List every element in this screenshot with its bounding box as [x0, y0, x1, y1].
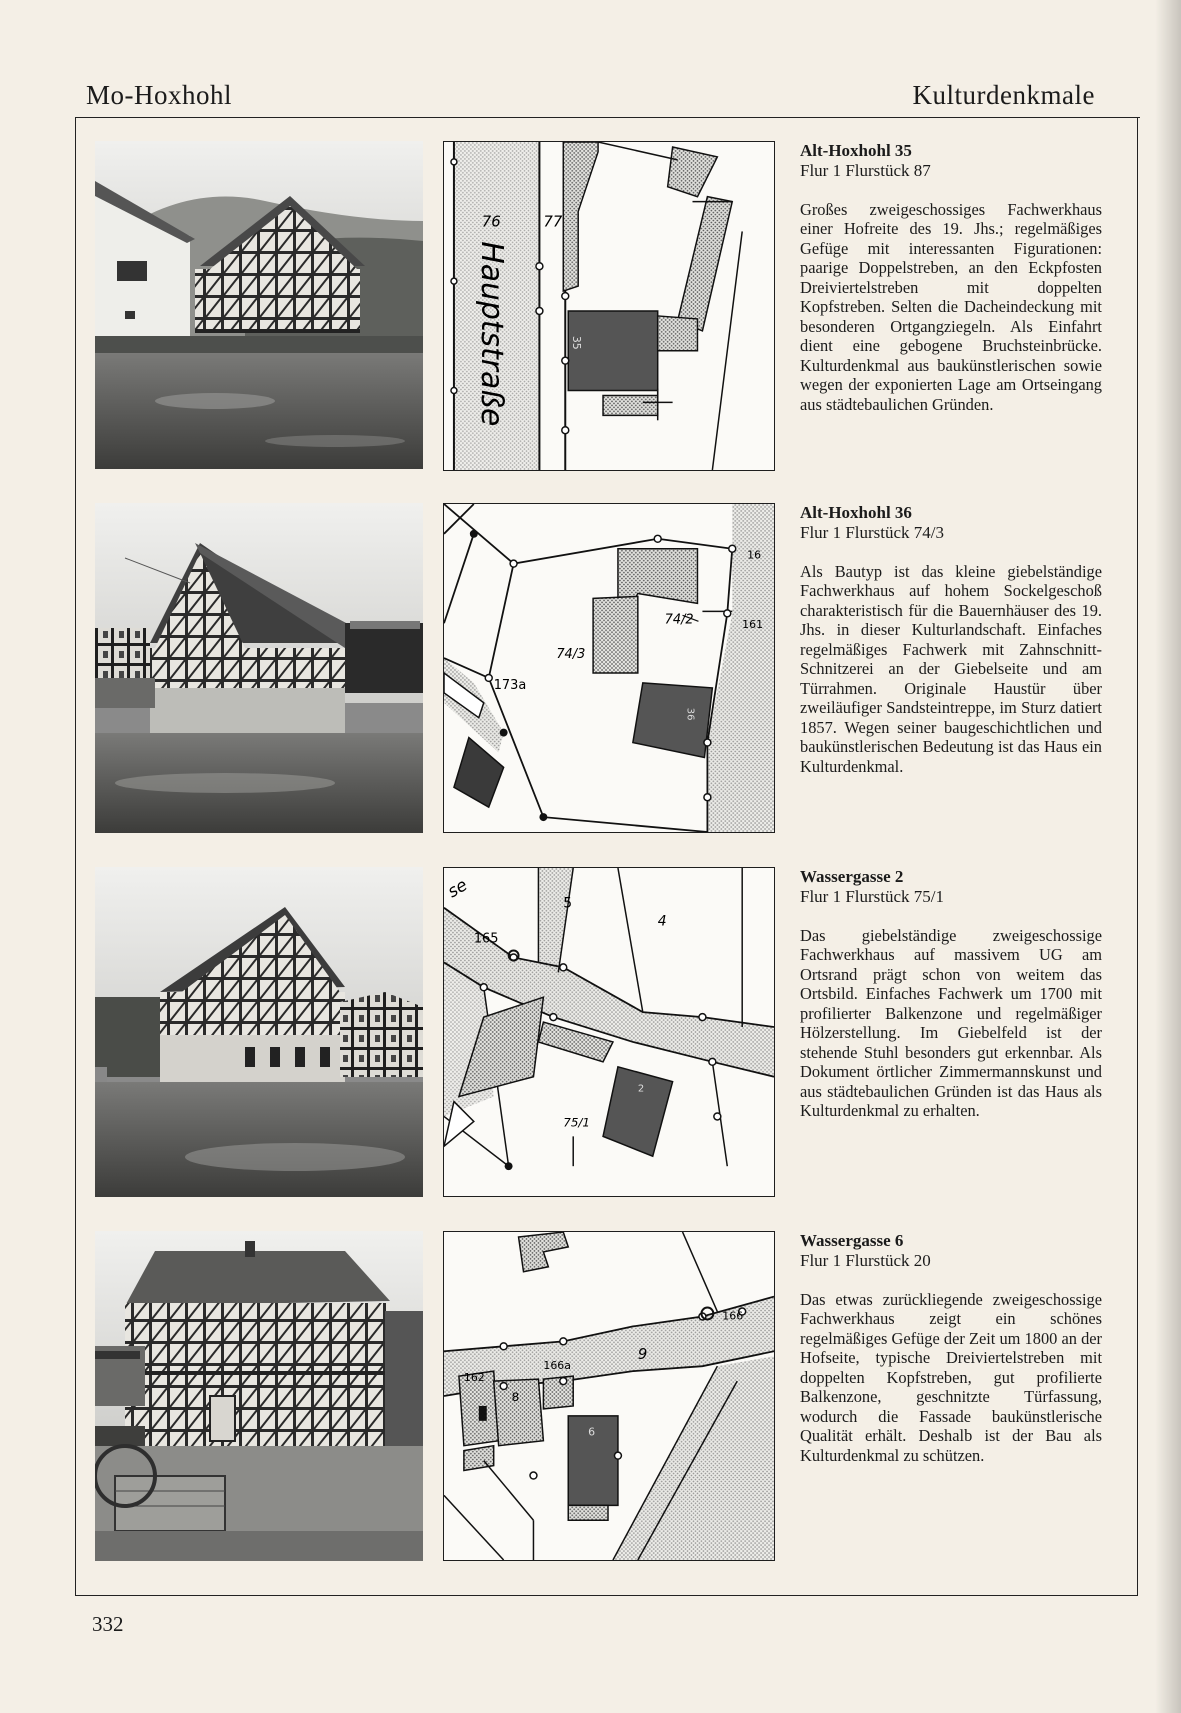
- entry-description: Als Bautyp ist das kleine giebelständige Fachwerkhaus auf hohem Sockelgeschoß charakteristisch für die Bauernhäuser des 19. Jhs. in dieser Kulturlandschaft. Einfaches regelmäßiges Fachwerk mit Zahnschnitt-Schnitzerei an der Giebelseite und am Türrahmen. Originale Haustür über zweiläufiger Sandsteintreppe, im Sturz datiert 1857. Wegen seiner baugeschichtlichen und baukünstlerischen Bedeutung ist das Haus ein Kulturdenkmal.: [800, 561, 1102, 776]
- map-label-166a: 166a: [543, 1359, 571, 1373]
- entry-title: Wassergasse 2: [800, 867, 904, 886]
- binding-shadow: [1155, 0, 1181, 1713]
- cadastral-map-alt-hoxhohl-35: [443, 141, 775, 471]
- entry-flurstueck: Flur 1 Flurstück 87: [800, 161, 931, 181]
- map-label-16: 16: [747, 548, 762, 562]
- entry-alt-hoxhohl-35: [800, 141, 1102, 414]
- map-label-76: 76: [481, 212, 501, 231]
- running-header-section: Kulturdenkmale: [912, 80, 1095, 110]
- photo-alt-hoxhohl-35: [95, 141, 423, 469]
- photo-wassergasse-6: [95, 1231, 423, 1561]
- entry-wassergasse-2: [800, 867, 1102, 1121]
- map-label-street: Hauptstraße: [473, 241, 509, 427]
- entry-description: Großes zweigeschossiges Fachwerkhaus einer Hofreite des 19. Jhs.; regelmäßiges Gefüge mit interessanten Figurationen: paarige Doppelstreben, an den Eckpfosten Dreiviertelstreben mit doppelten Kopfstreben. Selten die Dacheindeckung mit besonderen Ortgangziegeln. Als Einfahrt dient eine gebogene Bruchsteinbrücke. Kulturdenkmal aus baukünstlerischen sowie wegen der exponierten Lage am Ortseingang aus städtebaulichen Gründen.: [800, 199, 1102, 414]
- map-label-77: 77: [543, 212, 563, 231]
- map-label-4: 4: [657, 913, 667, 930]
- entry-alt-hoxhohl-36: [800, 503, 1102, 776]
- entry-title: Alt-Hoxhohl 36: [800, 503, 912, 522]
- entry-flurstueck: Flur 1 Flurstück 75/1: [800, 887, 945, 907]
- entry-title: Alt-Hoxhohl 35: [800, 141, 912, 160]
- photo-wassergasse-2: [95, 867, 423, 1197]
- map-label-5: 5: [563, 895, 573, 912]
- map-label-35: 35: [570, 335, 584, 350]
- map-label-6: 6: [588, 1425, 596, 1439]
- entry-flurstueck: Flur 1 Flurstück 74/3: [800, 523, 945, 543]
- entry-flurstueck: Flur 1 Flurstück 20: [800, 1251, 931, 1271]
- map-label-8: 8: [511, 1389, 520, 1404]
- map-label-162: 162: [463, 1371, 485, 1385]
- cadastral-map-alt-hoxhohl-36: [443, 503, 775, 833]
- map-label-9: 9: [637, 1345, 648, 1364]
- map-label-165: 165: [473, 931, 499, 947]
- map-label-75-1: 75/1: [563, 1115, 591, 1130]
- entry-description: Das etwas zurückliegende zweigeschossige Fachwerkhaus zeigt ein schönes regelmäßiges Gefüge der Zeit um 1800 an der Hofseite, typische Dreiviertelstreben mit doppelten Kopfstreben, gut profilierte Balkenzone, geschnitzte Türfassung, wodurch die Fassade baukünstlerische Qualität erhält. Deshalb ist der Bau als Kulturdenkmal zu schützen.: [800, 1289, 1102, 1465]
- cadastral-map-wassergasse-2: [443, 867, 775, 1197]
- map-label-36: 36: [684, 707, 696, 721]
- cadastral-map-wassergasse-6: [443, 1231, 775, 1561]
- map-label-173a: 173a: [493, 677, 527, 693]
- page-number: 332: [92, 1612, 124, 1636]
- map-label-166: 166: [722, 1309, 744, 1323]
- map-label-74-3: 74/3: [556, 647, 586, 663]
- entry-wassergasse-6: [800, 1231, 1102, 1465]
- map-label-se: se: [444, 874, 471, 902]
- entry-description: Das giebelständige zweigeschossige Fachwerkhaus auf massivem UG am Ortsrand prägt schon von weitem das Ortsbild. Einfaches Fachwerk um 1700 mit profilierter Balkenzone und regelmäßiger Hölzerstellung. Im Giebelfeld ist der stehende Stuhl besonders gut erkennbar. Als Dokument örtlicher Zimmermannskunst und aus städtebaulichen Gründen ist das Haus als Kulturdenkmal zu erhalten.: [800, 925, 1102, 1121]
- running-header-place: Mo-Hoxhohl: [86, 80, 232, 110]
- map-label-74-2: 74/2: [664, 612, 694, 628]
- map-label-161: 161: [742, 618, 764, 632]
- photo-alt-hoxhohl-36: [95, 503, 423, 833]
- entry-title: Wassergasse 6: [800, 1231, 904, 1250]
- map-label-2: 2: [637, 1083, 645, 1095]
